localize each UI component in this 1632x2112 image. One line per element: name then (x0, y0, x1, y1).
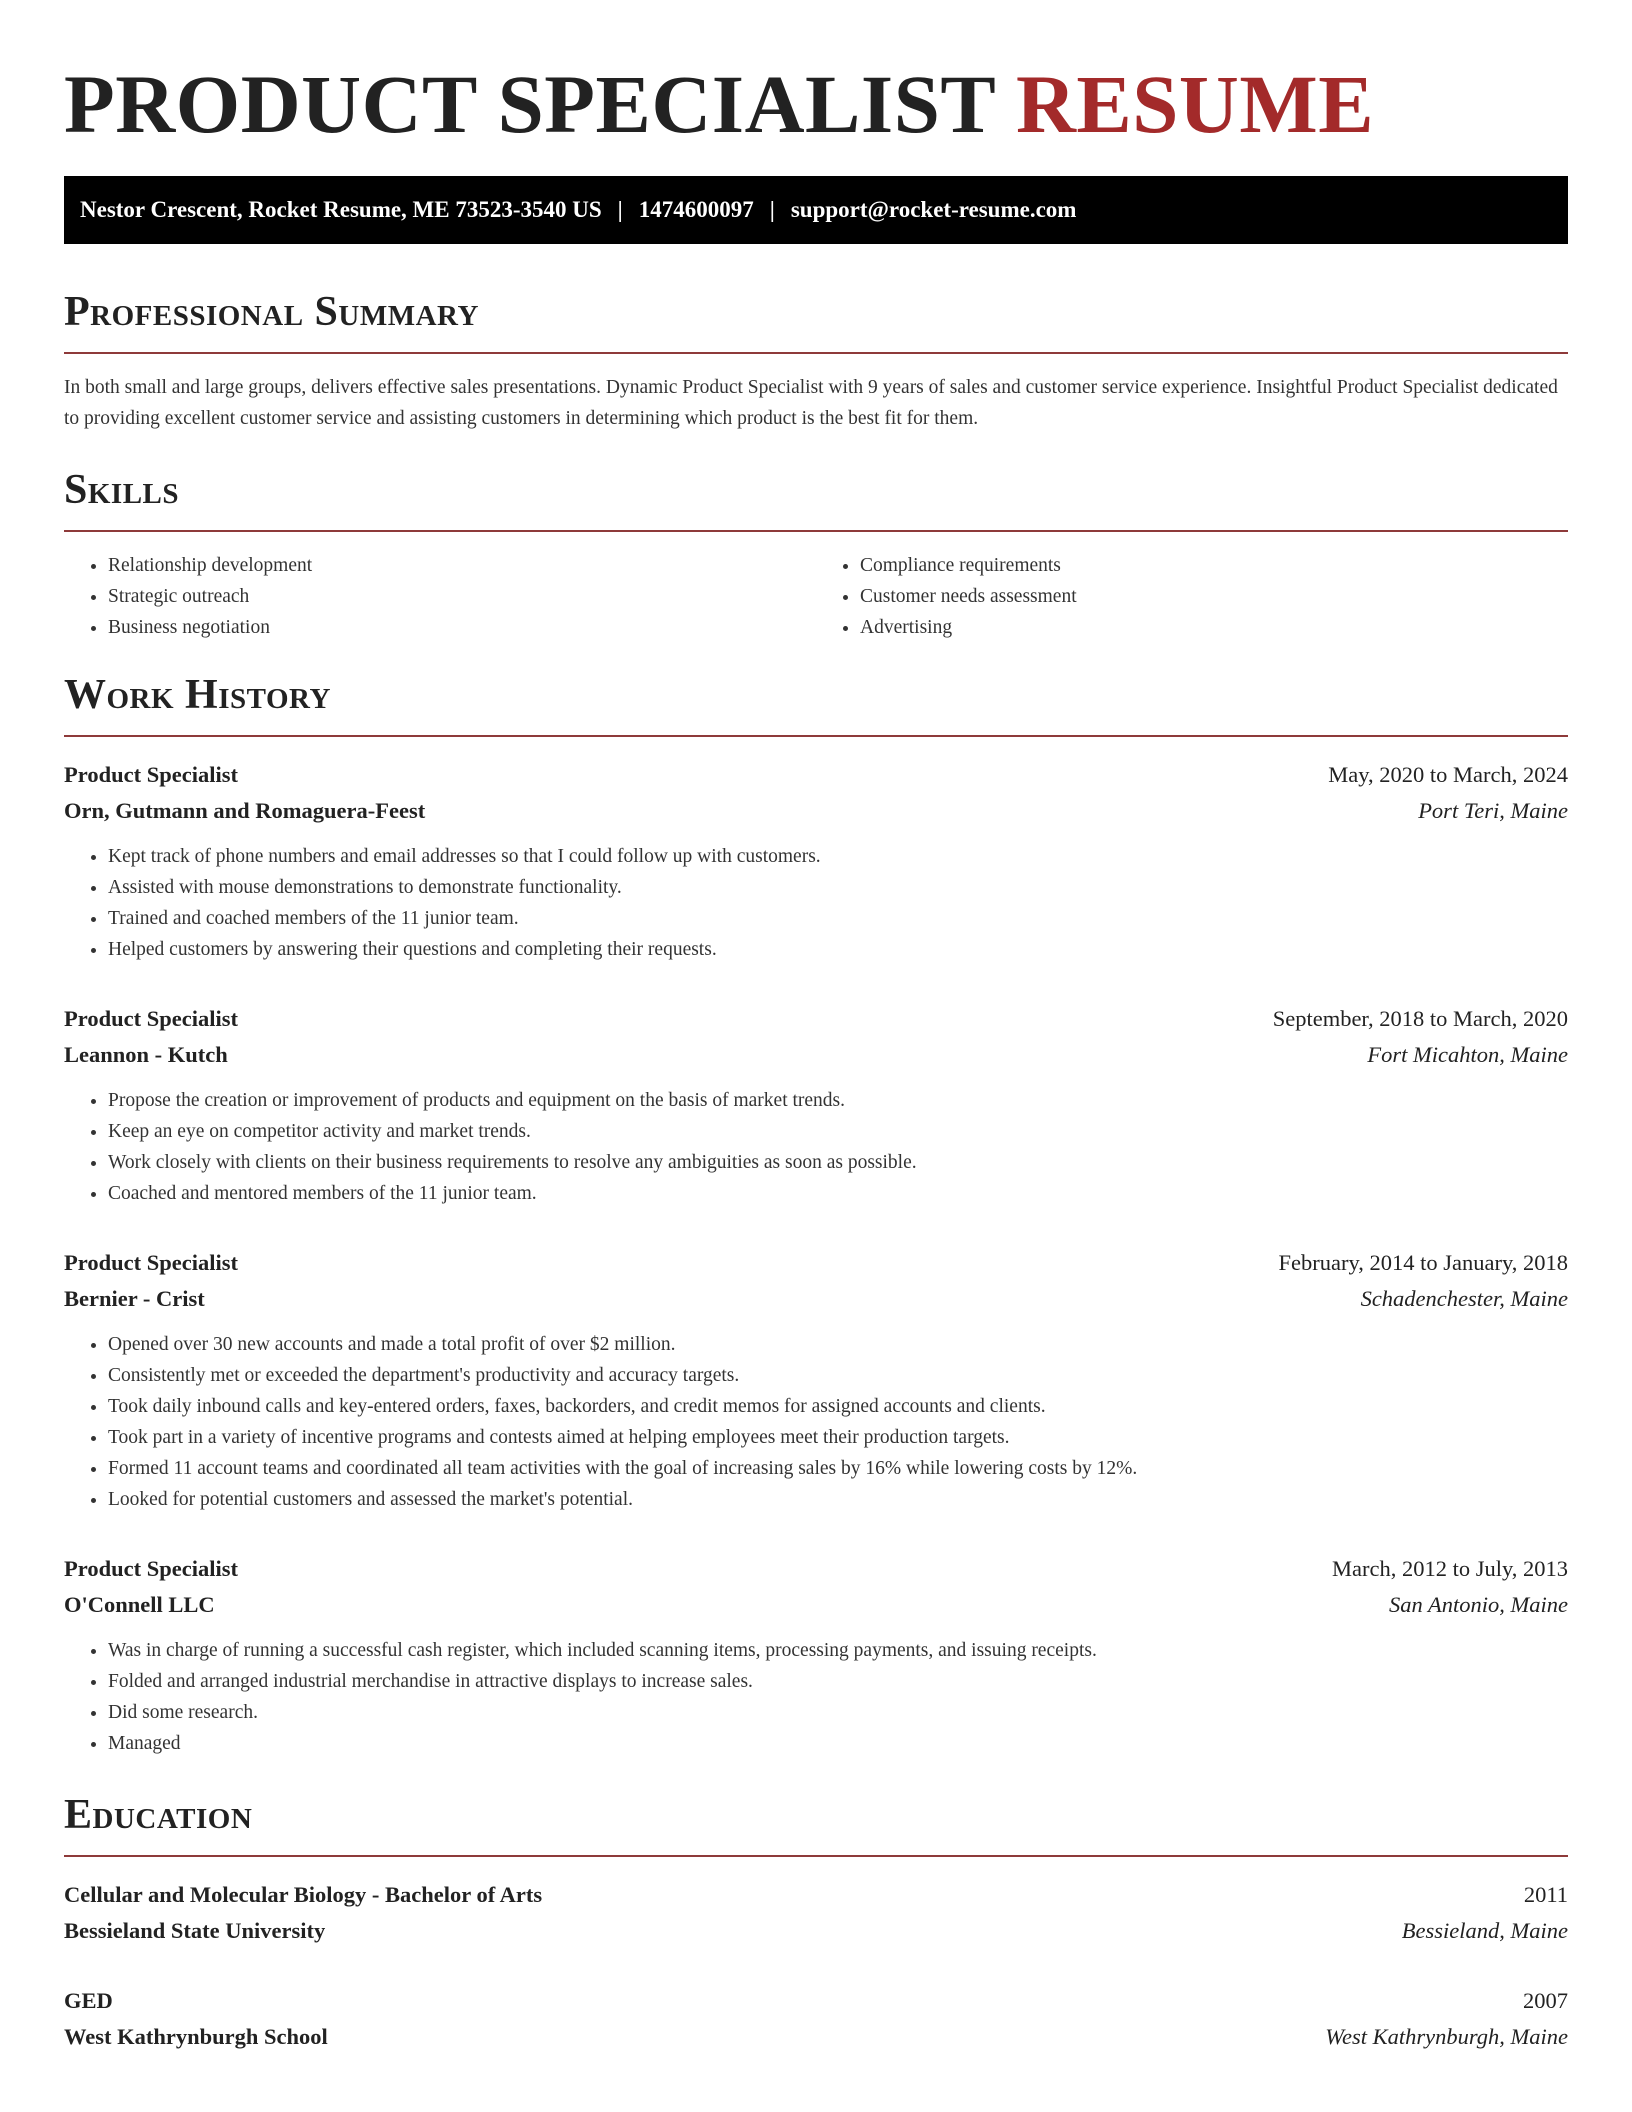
education-entry (64, 1983, 1568, 2055)
job-company: Orn, Gutmann and Romaguera-Feest (64, 798, 426, 823)
title-main: PRODUCT SPECIALIST (64, 58, 995, 150)
skill-item: • Customer needs assessment (860, 581, 1568, 612)
job-dates: September, 2018 to March, 2020 (1272, 1006, 1568, 1031)
contact-email: support@rocket-resume.com (790, 197, 1077, 222)
education-entry (64, 1877, 1568, 1949)
skill-item: • Strategic outreach (108, 581, 816, 612)
job-bullet: • Took part in a variety of incentive programs and contests aimed at helping employees meet their production targets. (108, 1422, 1568, 1453)
job-bullet: • Assisted with mouse demonstrations to demonstrate functionality. (108, 872, 1568, 903)
job-bullet: • Managed (108, 1728, 1568, 1759)
contact-phone: 1474600097 (638, 197, 754, 222)
job-bullets (64, 841, 1568, 965)
skill-item: • Business negotiation (108, 612, 816, 643)
job-bullet: • Coached and mentored members of the 11 junior team. (108, 1178, 1568, 1209)
contact-address: Nestor Crescent, Rocket Resume, ME 73523-3540 US (80, 197, 602, 222)
education-location: West Kathrynburgh, Maine (1325, 2024, 1568, 2049)
job-title: Product Specialist (64, 1556, 238, 1581)
work-history-heading: Work History (64, 672, 331, 718)
section-divider (64, 1855, 1568, 1857)
job-entry (64, 1245, 1568, 1515)
job-bullet: • Looked for potential customers and assessed the market's potential. (108, 1484, 1568, 1515)
job-bullets (64, 1085, 1568, 1209)
contact-separator: | (617, 197, 623, 222)
job-location: San Antonio, Maine (1389, 1592, 1568, 1617)
job-bullets (64, 1329, 1568, 1515)
job-bullet: • Was in charge of running a successful cash register, which included scanning items, processing payments, and issuing receipts. (108, 1635, 1568, 1666)
skills-column-left (64, 550, 816, 643)
job-company: Leannon - Kutch (64, 1042, 228, 1067)
education-heading: Education (64, 1792, 253, 1838)
education-school: West Kathrynburgh School (64, 2024, 328, 2049)
section-divider (64, 530, 1568, 532)
job-bullet: • Formed 11 account teams and coordinated all team activities with the goal of increasing sales by 16% while lowering costs by 12%. (108, 1453, 1568, 1484)
job-entry (64, 1551, 1568, 1759)
job-bullet: • Helped customers by answering their questions and completing their requests. (108, 934, 1568, 965)
job-company: O'Connell LLC (64, 1592, 215, 1617)
job-dates: May, 2020 to March, 2024 (1328, 762, 1568, 787)
job-entry (64, 757, 1568, 965)
summary-heading: Professional Summary (64, 289, 479, 335)
job-location: Schadenchester, Maine (1360, 1286, 1568, 1311)
skills-list (64, 550, 1568, 643)
job-bullet: • Propose the creation or improvement of products and equipment on the basis of market trends. (108, 1085, 1568, 1116)
contact-bar (64, 176, 1568, 244)
job-bullet: • Kept track of phone numbers and email addresses so that I could follow up with customers. (108, 841, 1568, 872)
job-bullet: • Opened over 30 new accounts and made a total profit of over $2 million. (108, 1329, 1568, 1360)
education-year: 2007 (1523, 1988, 1568, 2013)
education-school: Bessieland State University (64, 1918, 326, 1943)
job-bullet: • Work closely with clients on their business requirements to resolve any ambiguities as soon as possible. (108, 1147, 1568, 1178)
skills-column-right (816, 550, 1568, 643)
job-location: Fort Micahton, Maine (1367, 1042, 1568, 1067)
education-degree: GED (64, 1988, 113, 2013)
job-bullet: • Did some research. (108, 1697, 1568, 1728)
skills-heading: Skills (64, 467, 180, 513)
skill-item: • Compliance requirements (860, 550, 1568, 581)
section-divider (64, 735, 1568, 737)
job-bullet: • Keep an eye on competitor activity and market trends. (108, 1116, 1568, 1147)
education-degree: Cellular and Molecular Biology - Bachelor of Arts (64, 1882, 543, 1907)
skill-item: • Relationship development (108, 550, 816, 581)
job-bullet: • Took daily inbound calls and key-entered orders, faxes, backorders, and credit memos for assigned accounts and clients. (108, 1391, 1568, 1422)
job-dates: March, 2012 to July, 2013 (1331, 1556, 1568, 1581)
skill-item: • Advertising (860, 612, 1568, 643)
job-bullet: • Consistently met or exceeded the department's productivity and accuracy targets. (108, 1360, 1568, 1391)
summary-text: In both small and large groups, delivers effective sales presentations. Dynamic Product Specialist with 9 years of sales and customer service experience. Insightful Product Specialist dedicated to providing excellent customer service and assisting customers in determining which product is the best fit for them. (64, 377, 1558, 429)
resume-title (64, 56, 1568, 152)
job-bullet: • Trained and coached members of the 11 junior team. (108, 903, 1568, 934)
job-dates: February, 2014 to January, 2018 (1278, 1250, 1568, 1275)
job-location: Port Teri, Maine (1418, 798, 1568, 823)
job-title: Product Specialist (64, 1006, 238, 1031)
contact-separator: | (769, 197, 775, 222)
job-bullets (64, 1635, 1568, 1759)
education-year: 2011 (1523, 1882, 1568, 1907)
education-location: Bessieland, Maine (1401, 1918, 1568, 1943)
job-entry (64, 1001, 1568, 1209)
job-bullet: • Folded and arranged industrial merchandise in attractive displays to increase sales. (108, 1666, 1568, 1697)
title-accent: RESUME (1015, 58, 1375, 150)
job-title: Product Specialist (64, 1250, 238, 1275)
job-company: Bernier - Crist (64, 1286, 205, 1311)
job-title: Product Specialist (64, 762, 238, 787)
section-divider (64, 352, 1568, 354)
